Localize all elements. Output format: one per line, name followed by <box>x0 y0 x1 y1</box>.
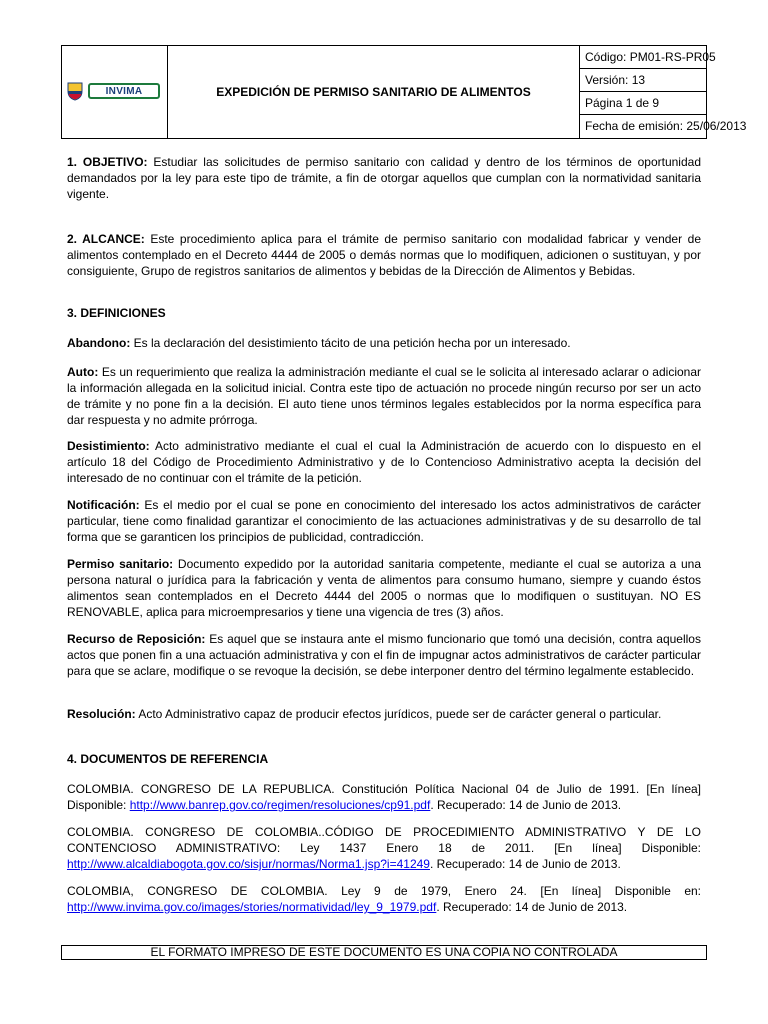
definition-item <box>67 706 661 722</box>
title-cell <box>168 46 580 138</box>
definition-item <box>67 631 701 679</box>
reference-item <box>67 824 701 872</box>
reference-link[interactable]: http://www.alcaldiabogota.gov.co/sisjur/normas/Norma1.jsp?i=41249 <box>67 857 430 871</box>
logo-cell <box>62 46 168 138</box>
scope-text: Este procedimiento aplica para el trámite de permiso sanitario con modalidad fabricar y vender de alimentos contemplado en el Decreto 4444 de 2005 o demás normas que lo modifiquen, adicionen o sustituyan, y por consiguiente, Grupo de registros sanitarios de alimentos y bebidas de la Dirección de Alimentos y Bebidas. <box>67 232 701 278</box>
reference-item <box>67 781 701 813</box>
objective-text: Estudiar las solicitudes de permiso sanitario con calidad y dentro de los términos de oportunidad demandados por la ley para este tipo de trámite, a fin de otorgar aquellos que cumplan con la normatividad sanitaria vigente. <box>67 155 701 201</box>
reference-text: COLOMBIA. CONGRESO DE COLOMBIA..CÓDIGO DE PROCEDIMIENTO ADMINISTRATIVO Y DE LO CONTENCIOSO ADMINISTRATIVO: Ley 1437 Enero 18 de 2011. [En línea] Disponible: <box>67 825 701 855</box>
definitions-heading: 3. DEFINICIONES <box>67 306 166 320</box>
colombia-seal-icon <box>66 81 84 101</box>
definition-text: Es el medio por el cual se pone en conocimiento del interesado los actos administrativos de carácter particular, tiene como finalidad garantizar el conocimiento de las actuaciones administrativas y de su desarrollo de tal forma que se garanticen los principios de publicidad, contradicción. <box>67 498 701 544</box>
definition-item <box>67 335 571 351</box>
definition-term: Resolución: <box>67 707 136 721</box>
definition-term: Desistimiento: <box>67 439 150 453</box>
page-number: Página 1 de 9 <box>580 92 706 115</box>
objective-paragraph <box>67 154 701 202</box>
definition-term: Abandono: <box>67 336 131 350</box>
reference-text: COLOMBIA. CONGRESO DE LA REPUBLICA. Constitución Política Nacional 04 de Julio de 1991. [En línea] Disponible: <box>67 782 701 812</box>
reference-retrieved: . Recuperado: 14 de Junio de 2013. <box>436 900 628 914</box>
definition-item <box>67 438 701 486</box>
definition-term: Auto: <box>67 365 99 379</box>
definition-term: Notificación: <box>67 498 140 512</box>
definition-text: Acto administrativo mediante el cual el cual la Administración de acuerdo con lo dispuesto en el artículo 18 del Código de Procedimiento Administrativo y de lo Contencioso Administrativo acepta la decisión del interesado de no continuar con el trámite de la petición. <box>67 439 701 485</box>
uncontrolled-copy-notice: EL FORMATO IMPRESO DE ESTE DOCUMENTO ES UNA COPIA NO CONTROLADA <box>61 945 707 960</box>
reference-text: COLOMBIA, CONGRESO DE COLOMBIA. Ley 9 de 1979, Enero 24. [En línea] Disponible en: <box>67 884 701 898</box>
definition-text: Acto Administrativo capaz de producir efectos jurídicos, puede ser de carácter general o particular. <box>135 707 662 721</box>
definition-item <box>67 556 701 620</box>
document-code: Código: PM01-RS-PR05 <box>580 46 706 69</box>
invima-logo <box>66 79 162 103</box>
reference-retrieved: . Recuperado: 14 de Junio de 2013. <box>430 798 622 812</box>
definition-term: Recurso de Reposición: <box>67 632 206 646</box>
reference-item <box>67 883 701 915</box>
issue-date: Fecha de emisión: 25/06/2013 <box>585 119 747 133</box>
metadata-cell <box>580 46 747 138</box>
definition-text: Es la declaración del desistimiento tácito de una petición hecha por un interesado. <box>130 336 571 350</box>
reference-retrieved: . Recuperado: 14 de Junio de 2013. <box>429 857 621 871</box>
definition-item <box>67 497 701 545</box>
scope-label: 2. ALCANCE: <box>67 232 145 246</box>
objective-label: 1. OBJETIVO: <box>67 155 148 169</box>
definition-text: Es aquel que se instaura ante el mismo funcionario que tomó una decisión, contra aquellos actos que ponen fin a una actuación administrativa y con el fin de impugnar actos administrativos de carácter particular para que se aclare, modifique o se revoque la decisión, se debe interponer dentro del término legalmente establecido. <box>67 632 701 678</box>
document-title: EXPEDICIÓN DE PERMISO SANITARIO DE ALIMENTOS <box>216 85 531 99</box>
references-heading: 4. DOCUMENTOS DE REFERENCIA <box>67 752 269 766</box>
definition-text: Documento expedido por la autoridad sanitaria competente, mediante el cual se autoriza a una persona natural o jurídica para la fabricación y venta de alimentos para consumo humano, siempre y cuando éstos alimentos sean contemplados en el Decreto 4444 del 2005 o normas que lo modifiquen o sustituyan. NO ES RENOVABLE, aplica para microempresarios y tiene una vigencia de tres (3) años. <box>67 557 702 619</box>
definition-item <box>67 364 701 428</box>
logo-text: INVIMA <box>105 85 143 97</box>
definition-text: Es un requerimiento que realiza la administración mediante el cual se le solicita al interesado aclarar o adicionar la información allegada en la solicitud inicial. Contra este tipo de actuación no procede ningún recurso por ser un acto de trámite y no pone fin a la decisión. El auto tiene unos términos legales establecidos por la norma específica para dar respuesta y no admite prórroga. <box>67 365 701 427</box>
invima-badge <box>88 83 160 99</box>
definition-term: Permiso sanitario: <box>67 557 174 571</box>
scope-paragraph <box>67 231 701 279</box>
document-version: Versión: 13 <box>580 69 706 92</box>
header-table <box>61 45 747 139</box>
reference-link[interactable]: http://www.invima.gov.co/images/stories/normatividad/ley_9_1979.pdf <box>67 900 437 914</box>
reference-link[interactable]: http://www.banrep.gov.co/regimen/resoluciones/cp91.pdf <box>129 798 431 812</box>
